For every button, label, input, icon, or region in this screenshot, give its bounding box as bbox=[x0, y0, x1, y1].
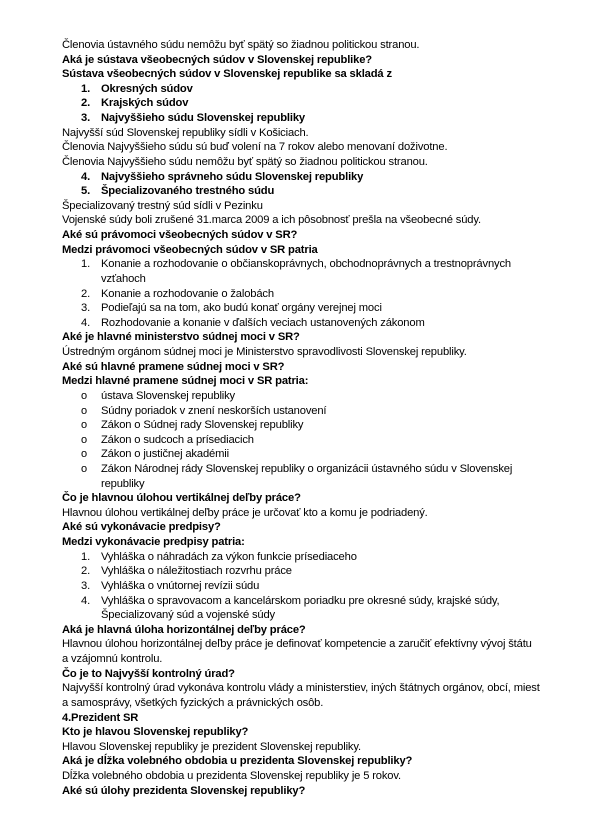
bullet-item-text: Zákon o justičnej akadémii bbox=[101, 448, 229, 460]
heading-line: Čo je hlavnou úlohou vertikálnej deľby práce? bbox=[62, 492, 301, 504]
bullet-item-text: Zákon o sudcoch a prísediacich bbox=[101, 434, 254, 446]
heading-line: 4.Prezident SR bbox=[62, 712, 139, 724]
list-item-text: Konanie a rozhodovanie o žalobách bbox=[101, 288, 274, 300]
heading-line: Čo je to Najvyšší kontrolný úrad? bbox=[62, 668, 235, 680]
paragraph-line: a samosprávy, všetkých fyzických a právnických osôb. bbox=[62, 697, 324, 709]
paragraph-line: Ústredným orgánom súdnej moci je Ministerstvo spravodlivosti Slovenskej republiky. bbox=[62, 346, 467, 358]
list-number: 1. bbox=[81, 551, 91, 563]
bullet-marker: o bbox=[81, 405, 87, 417]
list-number: 1. bbox=[81, 83, 91, 95]
list-item-text: Vyhláška o náležitostiach rozvrhu práce bbox=[101, 565, 292, 577]
paragraph-line: Vojenské súdy boli zrušené 31.marca 2009 a ich pôsobnosť prešla na všeobecné súdy. bbox=[62, 214, 481, 226]
heading-line: Aká je dĺžka volebného obdobia u prezidenta Slovenskej republiky? bbox=[62, 755, 413, 767]
paragraph-line: Členovia Najvyššieho súdu sú buď volení na 7 rokov alebo menovaní doživotne. bbox=[62, 141, 448, 153]
heading-line: Aká je hlavná úloha horizontálnej deľby práce? bbox=[62, 624, 306, 636]
heading-line: Aké sú vykonávacie predpisy? bbox=[62, 521, 221, 533]
paragraph-line: Najvyšší súd Slovenskej republiky sídli v Košiciach. bbox=[62, 127, 309, 139]
list-number: 3. bbox=[81, 302, 91, 314]
paragraph-line: Hlavnou úlohou vertikálnej deľby práce je určovať kto a komu je podriadený. bbox=[62, 507, 428, 519]
list-number: 2. bbox=[81, 97, 91, 109]
list-item-text: vzťahoch bbox=[101, 273, 146, 285]
heading-line: Aké sú hlavné pramene súdnej moci v SR? bbox=[62, 361, 285, 373]
paragraph-line: Špecializovaný trestný súd sídli v Pezinku bbox=[62, 200, 263, 212]
paragraph-line: a vzájomnú kontrolu. bbox=[62, 653, 163, 665]
bullet-marker: o bbox=[81, 434, 87, 446]
bullet-item-text: Súdny poriadok v znení neskorších ustanovení bbox=[101, 405, 327, 417]
bullet-marker: o bbox=[81, 448, 87, 460]
paragraph-line: Najvyšší kontrolný úrad vykonáva kontrolu vlády a ministerstiev, iných štátnych orgánov, obcí, miest bbox=[62, 682, 540, 694]
heading-line: Medzi právomoci všeobecných súdov v SR patria bbox=[62, 244, 318, 256]
list-number: 4. bbox=[81, 171, 91, 183]
list-item-text: Konanie a rozhodovanie o občianskoprávnych, obchodnoprávnych a trestnoprávnych bbox=[101, 258, 511, 270]
bullet-marker: o bbox=[81, 463, 87, 475]
list-number: 5. bbox=[81, 185, 91, 197]
bullet-item-text: Zákon Národnej rády Slovenskej republiky o organizácii ústavného súdu v Slovenskej bbox=[101, 463, 513, 475]
list-item-text: Krajských súdov bbox=[101, 97, 189, 109]
list-number: 2. bbox=[81, 288, 91, 300]
list-number: 2. bbox=[81, 565, 91, 577]
list-number: 3. bbox=[81, 580, 91, 592]
heading-line: Aké sú právomoci všeobecných súdov v SR? bbox=[62, 229, 298, 241]
heading-line: Kto je hlavou Slovenskej republiky? bbox=[62, 726, 249, 738]
heading-line: Medzi hlavné pramene súdnej moci v SR patria: bbox=[62, 375, 309, 387]
heading-line: Medzi vykonávacie predpisy patria: bbox=[62, 536, 245, 548]
heading-line: Aká je sústava všeobecných súdov v Slovenskej republike? bbox=[62, 54, 372, 66]
paragraph-line: Hlavou Slovenskej republiky je prezident Slovenskej republiky. bbox=[62, 741, 361, 753]
list-item-text: Vyhláška o náhradách za výkon funkcie prísediaceho bbox=[101, 551, 357, 563]
bullet-item-text: republiky bbox=[101, 478, 145, 490]
list-item-text: Podieľajú sa na tom, ako budú konať orgány verejnej moci bbox=[101, 302, 382, 314]
list-item-text: Špecializovaného trestného súdu bbox=[101, 185, 275, 197]
paragraph-line: Členovia Najvyššieho súdu nemôžu byť spätý so žiadnou politickou stranou. bbox=[62, 156, 428, 168]
list-number: 3. bbox=[81, 112, 91, 124]
list-item-text: Najvyššieho správneho súdu Slovenskej republiky bbox=[101, 171, 364, 183]
list-number: 4. bbox=[81, 317, 91, 329]
list-item-text: Rozhodovanie a konanie v ďalších veciach ustanovených zákonom bbox=[101, 317, 425, 329]
list-item-text: Okresných súdov bbox=[101, 83, 193, 95]
list-item-text: Najvyššieho súdu Slovenskej republiky bbox=[101, 112, 305, 124]
bullet-item-text: Zákon o Súdnej rady Slovenskej republiky bbox=[101, 419, 304, 431]
list-item-text: Vyhláška o spravovacom a kancelárskom poriadku pre okresné súdy, krajské súdy, bbox=[101, 595, 500, 607]
bullet-marker: o bbox=[81, 390, 87, 402]
paragraph-line: Členovia ústavného súdu nemôžu byť spätý so žiadnou politickou stranou. bbox=[62, 39, 420, 51]
heading-line: Sústava všeobecných súdov v Slovenskej republike sa skladá z bbox=[62, 68, 392, 80]
heading-line: Aké je hlavné ministerstvo súdnej moci v SR? bbox=[62, 331, 300, 343]
bullet-marker: o bbox=[81, 419, 87, 431]
paragraph-line: Dĺžka volebného obdobia u prezidenta Slovenskej republiky je 5 rokov. bbox=[62, 770, 401, 782]
list-number: 4. bbox=[81, 595, 91, 607]
list-item-text: Vyhláška o vnútornej revízii súdu bbox=[101, 580, 260, 592]
paragraph-line: Hlavnou úlohou horizontálnej deľby práce je definovať kompetencie a zaručiť efektívny vývoj štátu bbox=[62, 638, 532, 650]
list-item-text: Špecializovaný súd a vojenské súdy bbox=[101, 609, 276, 621]
list-number: 1. bbox=[81, 258, 91, 270]
heading-line: Aké sú úlohy prezidenta Slovenskej republiky? bbox=[62, 785, 306, 797]
bullet-item-text: ústava Slovenskej republiky bbox=[101, 390, 236, 402]
